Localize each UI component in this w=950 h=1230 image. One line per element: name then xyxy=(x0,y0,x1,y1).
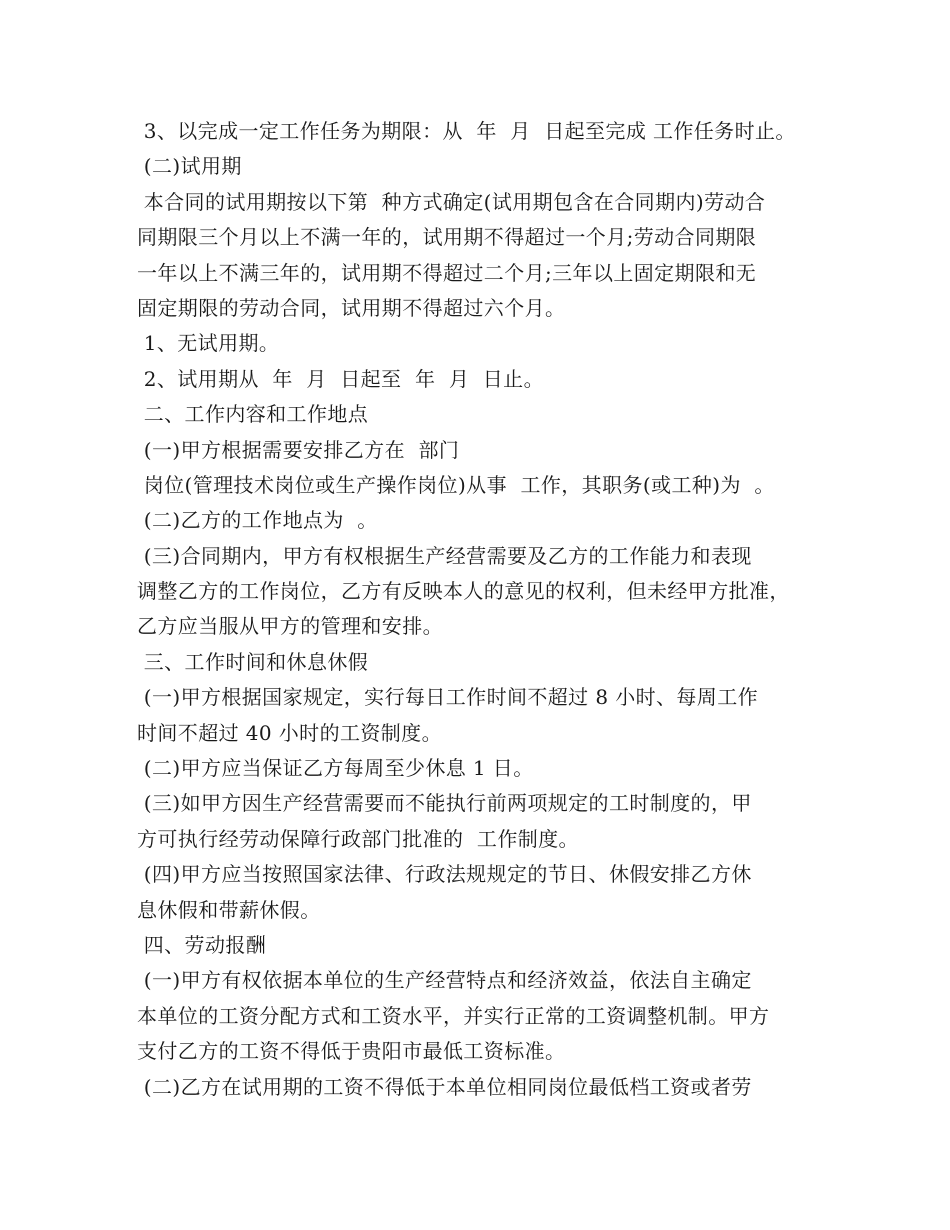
text-line: 同期限三个月以上不满一年的，试用期不得超过一个月;劳动合同期限 xyxy=(137,225,757,250)
text-line: 岗位(管理技术岗位或生产操作岗位)从事 工作，其职务(或工种)为 。 xyxy=(137,472,775,497)
section-heading: 二、工作内容和工作地点 xyxy=(137,402,369,427)
text-line: 息休假和带薪休假。 xyxy=(137,897,321,922)
text-line: (一)甲方根据国家规定，实行每日工作时间不超过 8 小时、每周工作 xyxy=(137,685,759,710)
text-line: 3、以完成一定工作任务为期限：从 年 月 日起至完成 工作任务时止。 xyxy=(137,119,796,143)
section-heading: (二)试用期 xyxy=(137,154,242,179)
text-line: (二)乙方的工作地点为 。 xyxy=(137,508,378,533)
text-line: (三)如甲方因生产经营需要而不能执行前两项规定的工时制度的，甲 xyxy=(137,791,752,816)
text-line: 一年以上不满三年的，试用期不得超过二个月;三年以上固定期限和无 xyxy=(137,260,757,285)
section-heading: 四、劳动报酬 xyxy=(137,932,267,957)
text-line: (二)甲方应当保证乙方每周至少休息 1 日。 xyxy=(137,756,534,781)
text-line: 调整乙方的工作岗位，乙方有反映本人的意见的权利，但未经甲方批准， xyxy=(137,579,790,604)
text-line: (四)甲方应当按照国家法律、行政法规规定的节日、休假安排乙方休 xyxy=(137,862,752,887)
section-heading: 三、工作时间和休息休假 xyxy=(137,649,369,674)
text-line: (二)乙方在试用期的工资不得低于本单位相同岗位最低档工资或者劳 xyxy=(137,1074,752,1099)
text-line: 本合同的试用期按以下第 种方式确定(试用期包含在合同期内)劳动合 xyxy=(137,189,766,214)
text-line: 乙方应当服从甲方的管理和安排。 xyxy=(137,614,443,639)
text-line: (三)合同期内，甲方有权根据生产经营需要及乙方的工作能力和表现 xyxy=(137,543,752,568)
text-line: 1、无试用期。 xyxy=(137,331,280,356)
text-line: 时间不超过 40 小时的工资制度。 xyxy=(137,720,442,745)
text-line: 方可执行经劳动保障行政部门批准的 工作制度。 xyxy=(137,826,579,851)
text-line: (一)甲方有权依据本单位的生产经营特点和经济效益，依法自主确定 xyxy=(137,968,752,993)
contract-text-body xyxy=(137,114,837,1105)
text-line: 2、试用期从 年 月 日起至 年 月 日止。 xyxy=(137,366,544,391)
text-line: 支付乙方的工资不得低于贵阳市最低工资标准。 xyxy=(137,1039,566,1064)
text-line: 本单位的工资分配方式和工资水平，并实行正常的工资调整机制。甲方 xyxy=(137,1003,770,1028)
text-line: 固定期限的劳动合同，试用期不得超过六个月。 xyxy=(137,295,566,320)
text-line: (一)甲方根据需要安排乙方在 部门 xyxy=(137,437,460,462)
